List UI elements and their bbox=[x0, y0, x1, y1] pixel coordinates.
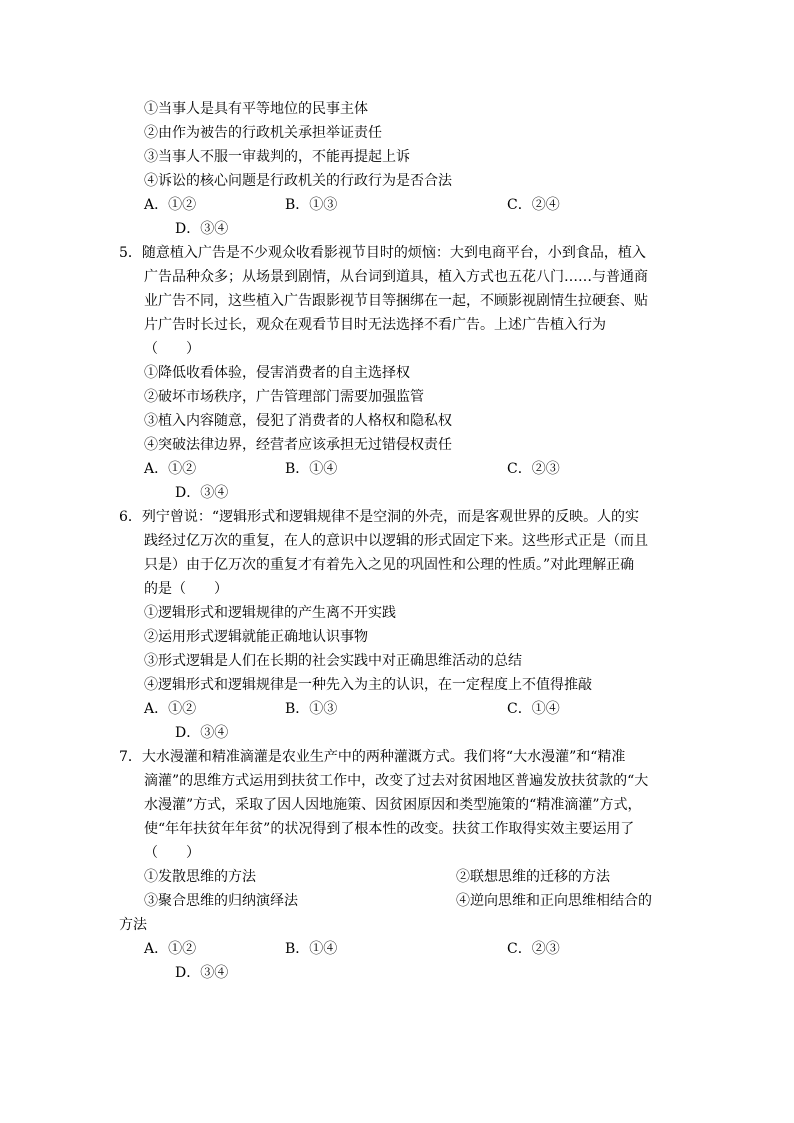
q6-statement-2: ②运用形式逻辑就能正确地认识事物 bbox=[144, 629, 368, 645]
q6-stem-line-2: 践经过亿万次的重复，在人的意识中以逻辑的形式固定下来。这些形式正是（而且 bbox=[144, 533, 648, 549]
q6-option-a: A．①② bbox=[144, 701, 197, 717]
q4-option-b: B．①③ bbox=[285, 197, 338, 213]
q4-option-d: D．③④ bbox=[175, 221, 229, 237]
q7-stem-line-5: （ ） bbox=[144, 845, 200, 861]
q7-stem-line-3: 水漫灌”方式，采取了因人因地施策、因贫困原因和类型施策的“精准滴灌”方式， bbox=[144, 797, 642, 813]
q5-stem-line-3: 业广告不同，这些植入广告跟影视节目等捆绑在一起，不顾影视剧情生拉硬套、贴 bbox=[144, 293, 648, 309]
q6-stem-line-4: 的是（ ） bbox=[144, 581, 228, 597]
q7-statement-4: ④逆向思维和正向思维相结合的 bbox=[456, 893, 652, 909]
q5-statement-3: ③植入内容随意，侵犯了消费者的人格权和隐私权 bbox=[144, 413, 452, 429]
q7-stem-line-2: 滴灌”的思维方式运用到扶贫工作中，改变了过去对贫困地区普遍发放扶贫款的“大 bbox=[144, 773, 649, 789]
q7-statement-4-wrap: 方法 bbox=[119, 917, 147, 933]
q5-stem-line-4: 片广告时长过长，观众在观看节目时无法选择不看广告。上述广告植入行为 bbox=[144, 317, 606, 333]
q5-statement-1: ①降低收看体验，侵害消费者的自主选择权 bbox=[144, 365, 410, 381]
q4-statement-2: ②由作为被告的行政机关承担举证责任 bbox=[144, 125, 382, 141]
q4-statement-3: ③当事人不服一审裁判的，不能再提起上诉 bbox=[144, 149, 410, 165]
q6-statement-3: ③形式逻辑是人们在长期的社会实践中对正确思维活动的总结 bbox=[144, 653, 522, 669]
q6-stem-line-3: 只是）由于亿万次的重复才有着先入之见的巩固性和公理的性质。”对此理解正确 bbox=[144, 557, 635, 573]
q6-statement-4: ④逻辑形式和逻辑规律是一种先入为主的认识，在一定程度上不值得推敲 bbox=[144, 677, 592, 693]
q4-option-c: C．②④ bbox=[507, 197, 560, 213]
q7-option-d: D．③④ bbox=[175, 965, 229, 981]
q7-option-a: A．①② bbox=[144, 941, 197, 957]
q7-stem-line-4: 使“年年扶贫年年贫”的状况得到了根本性的改变。扶贫工作取得实效主要运用了 bbox=[144, 821, 635, 837]
q4-option-a: A．①② bbox=[144, 197, 197, 213]
q5-stem-line-5: （ ） bbox=[144, 341, 200, 357]
q7-stem-line-1: 7．大水漫灌和精准滴灌是农业生产中的两种灌溉方式。我们将“大水漫灌”和“精准 bbox=[119, 749, 626, 765]
q6-option-c: C．①④ bbox=[507, 701, 560, 717]
q7-option-c: C．②③ bbox=[507, 941, 560, 957]
q7-statement-3: ③聚合思维的归纳演绎法 bbox=[144, 893, 298, 909]
q6-stem-line-1: 6．列宁曾说：“逻辑形式和逻辑规律不是空洞的外壳，而是客观世界的反映。人的实 bbox=[119, 509, 640, 525]
q5-stem-line-2: 广告品种众多；从场景到剧情，从台词到道具，植入方式也五花八门……与普通商 bbox=[144, 269, 648, 285]
q5-statement-2: ②破坏市场秩序，广告管理部门需要加强监管 bbox=[144, 389, 424, 405]
q5-stem-line-1: 5．随意植入广告是不少观众收看影视节目时的烦恼：大到电商平台，小到食品，植入 bbox=[119, 245, 646, 261]
q5-option-a: A．①② bbox=[144, 461, 197, 477]
q5-option-d: D．③④ bbox=[175, 485, 229, 501]
q5-option-c: C．②③ bbox=[507, 461, 560, 477]
q6-option-d: D．③④ bbox=[175, 725, 229, 741]
q4-statement-4: ④诉讼的核心问题是行政机关的行政行为是否合法 bbox=[144, 173, 452, 189]
q7-statement-2: ②联想思维的迁移的方法 bbox=[456, 869, 610, 885]
q7-statement-1: ①发散思维的方法 bbox=[144, 869, 256, 885]
q6-statement-1: ①逻辑形式和逻辑规律的产生离不开实践 bbox=[144, 605, 396, 621]
q5-statement-4: ④突破法律边界，经营者应该承担无过错侵权责任 bbox=[144, 437, 452, 453]
q5-option-b: B．①④ bbox=[285, 461, 338, 477]
q4-statement-1: ①当事人是具有平等地位的民事主体 bbox=[144, 101, 368, 117]
q7-option-b: B．①④ bbox=[285, 941, 338, 957]
q6-option-b: B．①③ bbox=[285, 701, 338, 717]
